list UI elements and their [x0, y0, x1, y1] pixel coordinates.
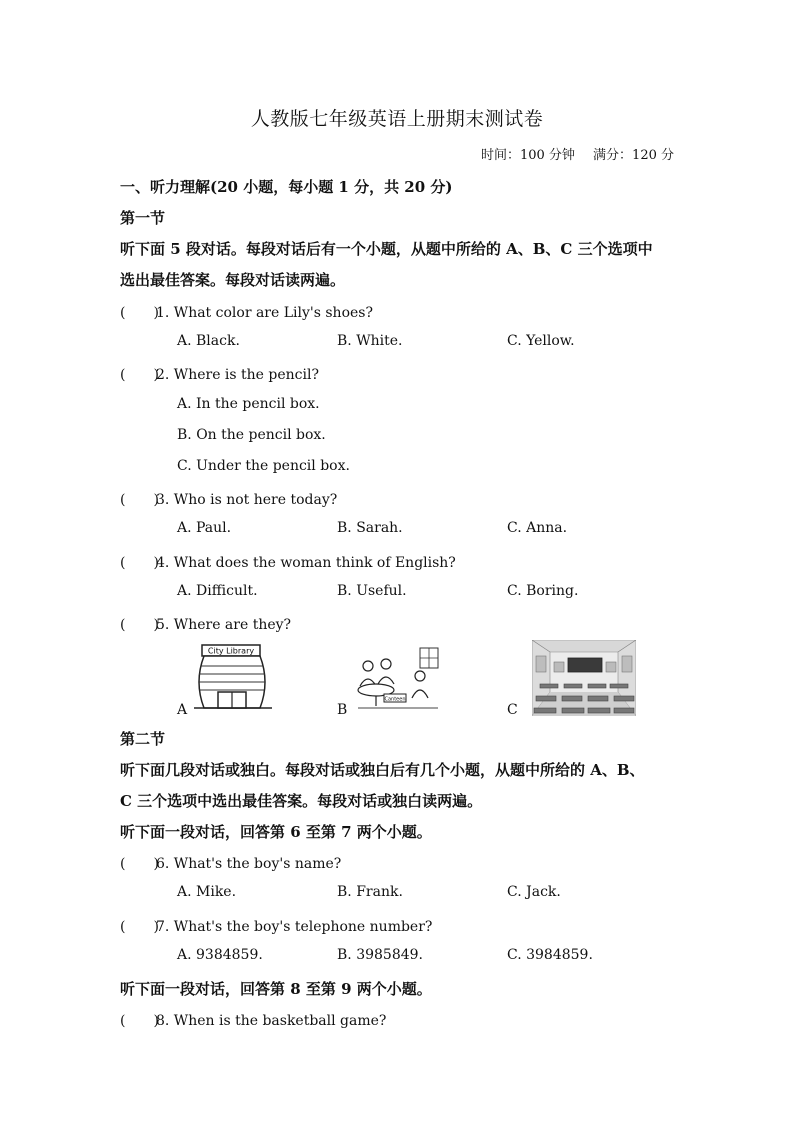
q2-option-b: B. On the pencil box. — [177, 427, 326, 443]
q7-option-b: B. 3985849. — [337, 947, 423, 963]
canteen-picture — [354, 646, 442, 712]
q3-option-b: B. Sarah. — [337, 520, 403, 536]
canteen-sign-text: Canteen — [384, 696, 406, 703]
time-limit: 时间：100 分钟 — [480, 148, 575, 163]
library-building-picture — [194, 642, 272, 710]
question-text: 1. What color are Lily's shoes? — [156, 305, 373, 321]
q2-option-c: C. Under the pencil box. — [177, 458, 350, 474]
answer-blank[interactable]: ( ) — [120, 617, 159, 633]
page-title: 人教版七年级英语上册期末测试卷 — [250, 108, 544, 130]
q1-option-c: C. Yellow. — [507, 333, 575, 349]
part2-label: 第二节 — [120, 730, 166, 748]
question-text: 8. When is the basketball game? — [156, 1013, 387, 1029]
classroom-picture — [532, 640, 636, 716]
q3-option-a: A. Paul. — [177, 520, 232, 536]
answer-blank[interactable]: ( ) — [120, 492, 159, 508]
q6-option-a: A. Mike. — [177, 884, 237, 900]
part2-subinstruction-2: 听下面一段对话，回答第 8 至第 9 两个小题。 — [120, 980, 432, 998]
answer-blank[interactable]: ( ) — [120, 555, 159, 571]
part1-instruction-2: 选出最佳答案。每段对话读两遍。 — [120, 271, 346, 289]
q4-option-c: C. Boring. — [507, 583, 579, 599]
question-7 — [120, 916, 432, 936]
exam-meta — [467, 144, 674, 163]
q7-option-c: C. 3984859. — [507, 947, 593, 963]
question-3 — [120, 489, 337, 509]
q6-option-b: B. Frank. — [337, 884, 403, 900]
question-6 — [120, 853, 341, 873]
part1-instruction-1: 听下面 5 段对话。每段对话后有一个小题，从题中所给的 A、B、C 三个选项中 — [120, 240, 653, 258]
question-text: 2. Where is the pencil? — [156, 367, 319, 383]
q5-option-b: B — [337, 702, 348, 718]
question-5 — [120, 614, 291, 634]
full-score: 满分：120 分 — [593, 148, 674, 163]
part2-subinstruction-1: 听下面一段对话，回答第 6 至第 7 两个小题。 — [120, 823, 432, 841]
part1-label: 第一节 — [120, 209, 166, 227]
q5-option-c: C — [507, 702, 518, 718]
question-text: 3. Who is not here today? — [156, 492, 338, 508]
library-sign-text: City Library — [207, 646, 255, 656]
question-text: 4. What does the woman think of English? — [156, 555, 456, 571]
answer-blank[interactable]: ( ) — [120, 305, 159, 321]
question-text: 7. What's the boy's telephone number? — [156, 919, 433, 935]
q3-option-c: C. Anna. — [507, 520, 568, 536]
q1-option-b: B. White. — [337, 333, 403, 349]
q4-option-b: B. Useful. — [337, 583, 407, 599]
q7-option-a: A. 9384859. — [177, 947, 263, 963]
q2-option-a: A. In the pencil box. — [177, 396, 320, 412]
question-4 — [120, 552, 456, 572]
question-text: 6. What's the boy's name? — [156, 856, 342, 872]
q5-option-a: A — [177, 702, 188, 718]
question-8 — [120, 1010, 386, 1030]
section-heading: 一、听力理解(20 小题，每小题 1 分，共 20 分) — [120, 178, 453, 196]
answer-blank[interactable]: ( ) — [120, 367, 159, 383]
q4-option-a: A. Difficult. — [177, 583, 258, 599]
part2-instruction-2: C 三个选项中选出最佳答案。每段对话或独白读两遍。 — [120, 792, 483, 810]
q6-option-c: C. Jack. — [507, 884, 561, 900]
question-text: 5. Where are they? — [156, 617, 292, 633]
answer-blank[interactable]: ( ) — [120, 1013, 159, 1029]
part2-instruction-1: 听下面几段对话或独白。每段对话或独白后有几个小题，从题中所给的 A、B、 — [120, 761, 645, 779]
answer-blank[interactable]: ( ) — [120, 919, 159, 935]
question-2 — [120, 364, 319, 384]
q1-option-a: A. Black. — [177, 333, 240, 349]
question-1 — [120, 302, 373, 322]
answer-blank[interactable]: ( ) — [120, 856, 159, 872]
